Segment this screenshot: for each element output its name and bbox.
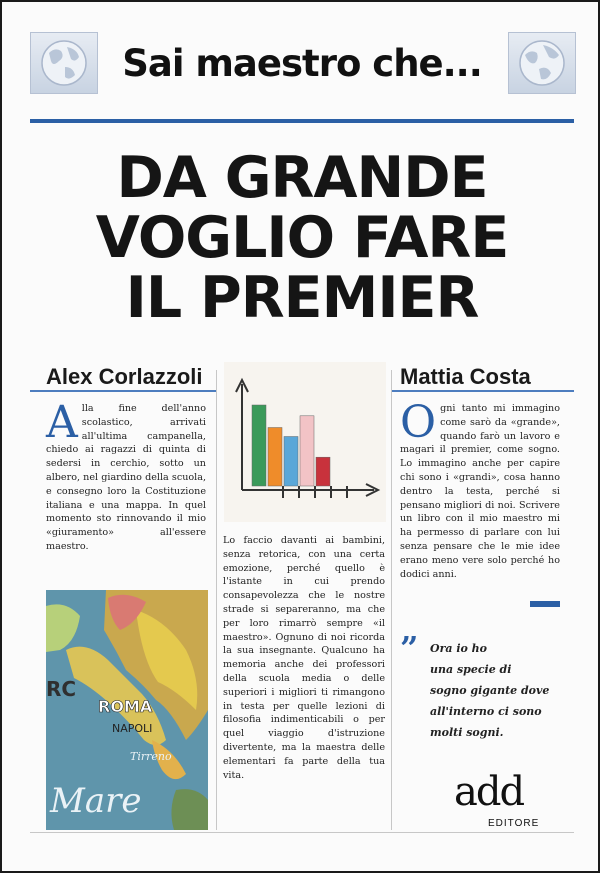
end-of-text-mark <box>530 601 560 607</box>
column-1-text <box>46 397 206 554</box>
map-label-region: RC <box>46 677 77 701</box>
chart-drawing <box>224 362 386 522</box>
chart-ticks <box>283 486 347 498</box>
map-label-sea-1: Tirreno <box>130 750 172 763</box>
title-line-3: IL PREMIER <box>125 265 479 331</box>
map-label-sea-2: Mare <box>50 781 142 821</box>
column-1-paragraph: lla fine dell'anno scolastico, arrivati all'ultima campanella, chiedo ai ragazzi di quinta di sedersi in cerchio, sotto un albero, nel giardino della scuola, e consegno loro la Costituzione italiana e una mappa. In quel momento sto rinnovando il mio «giuramento» all'essere maestro. <box>46 403 206 552</box>
column-2-text: Lo faccio davanti ai bambini, senza retorica, con una certa emozione, perché quello è l'istante in cui prendo consapevolezza che le nostre strade si separeranno, ma che per loro rimarrò sempre «il maestro». Ognuno di noi ricorda la sua insegnante. Qualcuno ha memoria anche dei professori della scuola media o delle superiori i migliori ti rimangono in testa per quelle lezioni di filosofia indimenticabili o per quel viaggio d'istruzione divertente, ma la maestra delle elementari fa parte della tua vita. <box>223 535 385 781</box>
quote-line-4: all'interno ci sono <box>430 705 542 718</box>
top-divider <box>30 119 574 123</box>
column-3-paragraph: gni tanto mi immagino come sarò da «grande», quando farò un lavoro e magari il premier, come sogno. Lo immagino anche per capire chi sono i «grandi», cosa hanno dentro la testa, perché si pensano migliori di noi. Scrivere un libro con il mio maestro mi ha permesso di parlare con lui senza pensare che le mie idee erano meno vere solo perché ho dodici anni. <box>400 403 560 580</box>
quote-line-1: Ora io ho <box>430 642 488 655</box>
chart-bars <box>252 405 330 486</box>
map-label-city-1: ROMA <box>98 697 153 716</box>
author-2: Mattia Costa <box>400 364 531 389</box>
chart-bar-2 <box>268 428 282 487</box>
chart-bar-4 <box>300 416 314 486</box>
book-title <box>30 145 574 331</box>
chart-bar-1 <box>252 405 266 486</box>
map-land-sicily <box>171 789 208 830</box>
column-separator-2 <box>391 370 392 830</box>
bar-chart-illustration <box>224 362 386 522</box>
column-3-text <box>400 397 560 581</box>
bottom-divider <box>30 832 574 833</box>
column-separator-1 <box>216 370 217 830</box>
map-label-city-2: NAPOLI <box>112 722 153 735</box>
globe-icon-left <box>30 32 98 94</box>
quote-line-3: sogno gigante dove <box>430 684 550 697</box>
chart-bar-3 <box>284 437 298 487</box>
series-title: Sai maestro che... <box>122 42 482 85</box>
title-line-1: DA GRANDE <box>116 145 488 211</box>
publisher-name: EDITORE <box>488 818 540 829</box>
author-1: Alex Corlazzoli <box>46 364 203 389</box>
chart-bar-5 <box>316 457 330 486</box>
quote-mark-icon: ” <box>400 629 419 667</box>
author-2-rule <box>392 390 574 392</box>
publisher-logo-mark: add <box>454 769 524 815</box>
drop-cap-a: A <box>46 397 78 448</box>
drop-cap-o: O <box>400 397 437 448</box>
quote-line-2: una specie di <box>430 663 512 676</box>
italy-map-photo <box>46 590 208 830</box>
quote-line-5: molti sogni. <box>430 726 504 739</box>
pull-quote <box>430 638 580 743</box>
globe-icon-right <box>508 32 576 94</box>
title-line-2: VOGLIO FARE <box>95 205 509 271</box>
author-1-rule <box>30 390 216 392</box>
